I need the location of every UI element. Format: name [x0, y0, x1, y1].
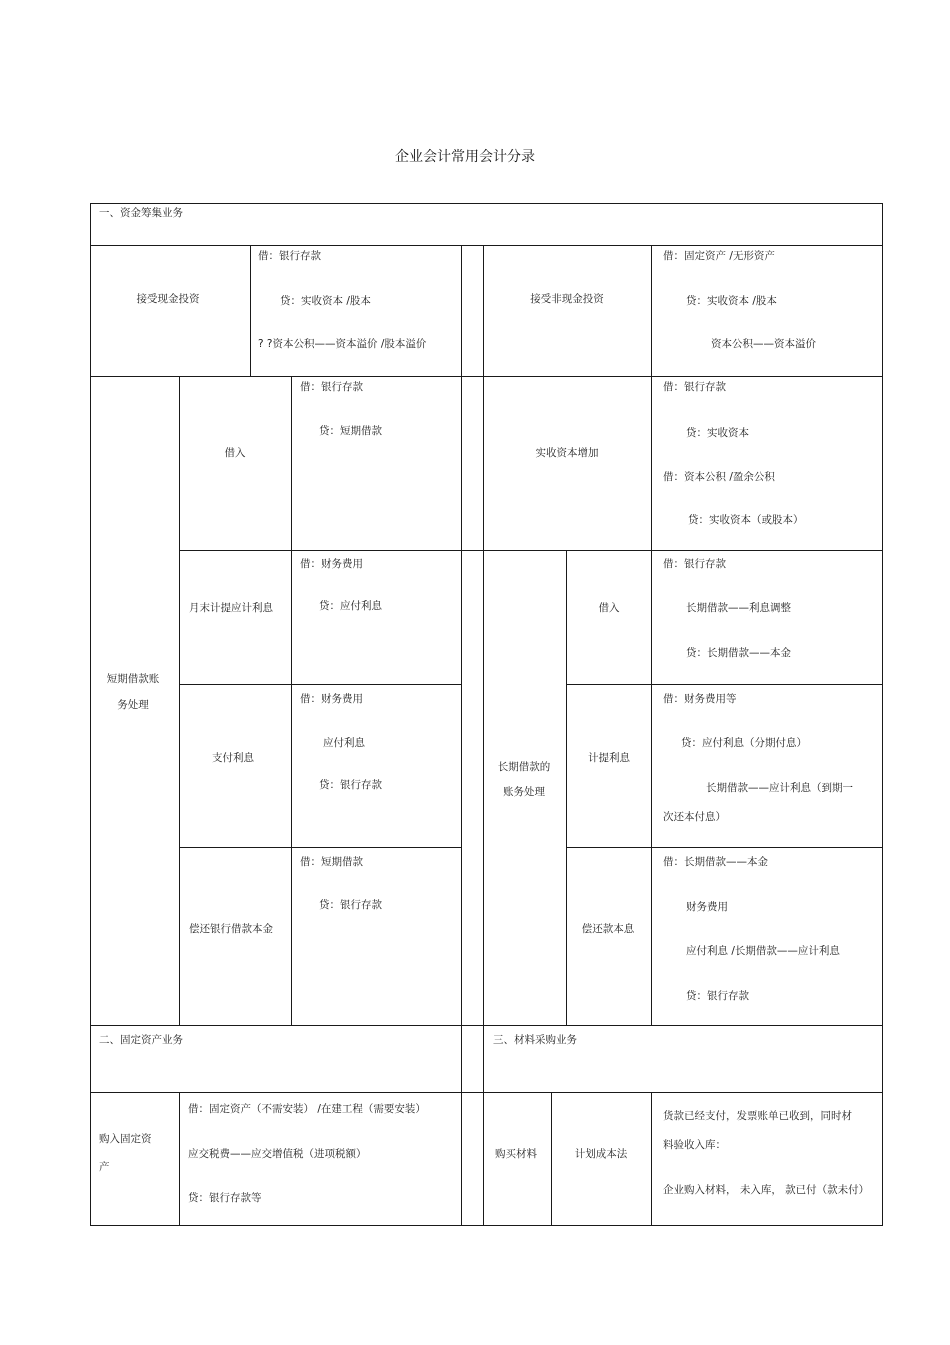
entry-line: 借：固定资产 /无形资产 [663, 250, 775, 262]
entry-line: 贷：银行存款 [319, 899, 382, 911]
short-pay-interest-label: 支付利息 [212, 752, 254, 764]
capital-increase-label: 实收资本增加 [535, 447, 599, 459]
long-term-loan-label-cont: 账务处理 [503, 786, 545, 798]
page-title: 企业会计常用会计分录 [395, 149, 535, 165]
entry-line: 财务费用 [686, 901, 728, 913]
purchase-fixed-assets-label: 购入固定资 [99, 1133, 152, 1145]
border-line [566, 550, 567, 1025]
border-line [90, 1092, 883, 1093]
short-term-loan-label-cont: 务处理 [117, 699, 149, 711]
border-line [90, 203, 91, 1226]
border-line [566, 847, 883, 848]
border-line [90, 1025, 883, 1026]
section-header-funding: 一、资金筹集业务 [99, 207, 183, 219]
long-accrue-label: 计提利息 [588, 752, 630, 764]
entry-line: 贷：实收资本 /股本 [686, 295, 777, 307]
border-line [250, 245, 251, 376]
border-line [179, 684, 462, 685]
border-line [90, 1225, 883, 1226]
entry-line: 借：银行存款 [663, 381, 726, 393]
border-line [483, 245, 484, 1226]
entry-line: 应交税费——应交增值税（进项税额） [188, 1148, 367, 1160]
planned-cost-method-label: 计划成本法 [574, 1148, 628, 1160]
entry-line: 借：长期借款——本金 [663, 856, 768, 868]
entry-line: 借：短期借款 [300, 856, 363, 868]
entry-line: 长期借款——应计利息（到期一 [706, 782, 853, 794]
border-line [551, 1092, 552, 1225]
border-line [179, 550, 883, 551]
entry-line: 贷：银行存款等 [188, 1192, 262, 1204]
long-repay-label: 偿还款本息 [581, 923, 635, 935]
border-line [882, 203, 883, 1226]
border-line [179, 376, 180, 1025]
border-line [179, 847, 462, 848]
section-header-materials: 三、材料采购业务 [493, 1034, 577, 1046]
entry-line: 货款已经支付，发票账单已收到，同时材 [663, 1110, 852, 1122]
entry-line: 贷：应付利息（分期付息） [681, 737, 807, 749]
noncash-investment-label: 接受非现金投资 [530, 293, 604, 305]
entry-line: 次还本付息） [663, 811, 726, 823]
short-term-loan-label: 短期借款账 [106, 673, 160, 685]
entry-line: 资本公积——资本溢价 [711, 338, 816, 350]
section-header-fixed-assets: 二、固定资产业务 [99, 1034, 183, 1046]
entry-line: 贷：实收资本 [686, 427, 749, 439]
entry-line: ? ?资本公积——资本溢价 /股本溢价 [258, 338, 427, 350]
border-line [651, 1092, 652, 1225]
entry-line: 长期借款——利息调整 [686, 602, 791, 614]
entry-line: 贷：应付利息 [319, 600, 382, 612]
entry-line: 料验收入库： [663, 1139, 726, 1151]
short-borrow-label: 借入 [224, 447, 246, 459]
short-accrue-label: 月末计提应计利息 [189, 602, 273, 614]
border-line [90, 203, 883, 204]
long-borrow-label: 借入 [598, 602, 620, 614]
entry-line: 借：银行存款 [663, 558, 726, 570]
border-line [90, 376, 883, 377]
entry-line: 借：财务费用 [300, 693, 363, 705]
border-line [291, 376, 292, 1025]
entry-line: 企业购入材料， 未入库， 款已付（款未付） [663, 1184, 870, 1196]
entry-line: 借：银行存款 [258, 250, 321, 262]
entry-line: 贷：实收资本（或股本） [688, 514, 804, 526]
entry-line: 贷：短期借款 [319, 425, 382, 437]
cash-investment-label: 接受现金投资 [136, 293, 200, 305]
entry-line: 贷：银行存款 [686, 990, 749, 1002]
purchase-fixed-assets-label-cont: 产 [99, 1161, 110, 1173]
entry-line: 借：固定资产（不需安装） /在建工程（需要安装） [188, 1103, 426, 1115]
border-line [179, 1092, 180, 1225]
buy-materials-label: 购买材料 [495, 1148, 537, 1160]
entry-line: 借：财务费用等 [663, 693, 737, 705]
entry-line: 贷：长期借款——本金 [686, 647, 791, 659]
entry-line: 应付利息 [323, 737, 365, 749]
entry-line: 借：银行存款 [300, 381, 363, 393]
entry-line: 应付利息 /长期借款——应计利息 [686, 945, 840, 957]
entry-line: 贷：银行存款 [319, 779, 382, 791]
entry-line: 贷：实收资本 /股本 [280, 295, 371, 307]
border-line [566, 684, 883, 685]
border-line [90, 245, 883, 246]
entry-line: 借：财务费用 [300, 558, 363, 570]
long-term-loan-label: 长期借款的 [497, 761, 551, 773]
short-repay-label: 偿还银行借款本金 [189, 923, 273, 935]
entry-line: 借：资本公积 /盈余公积 [663, 471, 775, 483]
border-line [461, 245, 462, 1226]
border-line [651, 245, 652, 1025]
